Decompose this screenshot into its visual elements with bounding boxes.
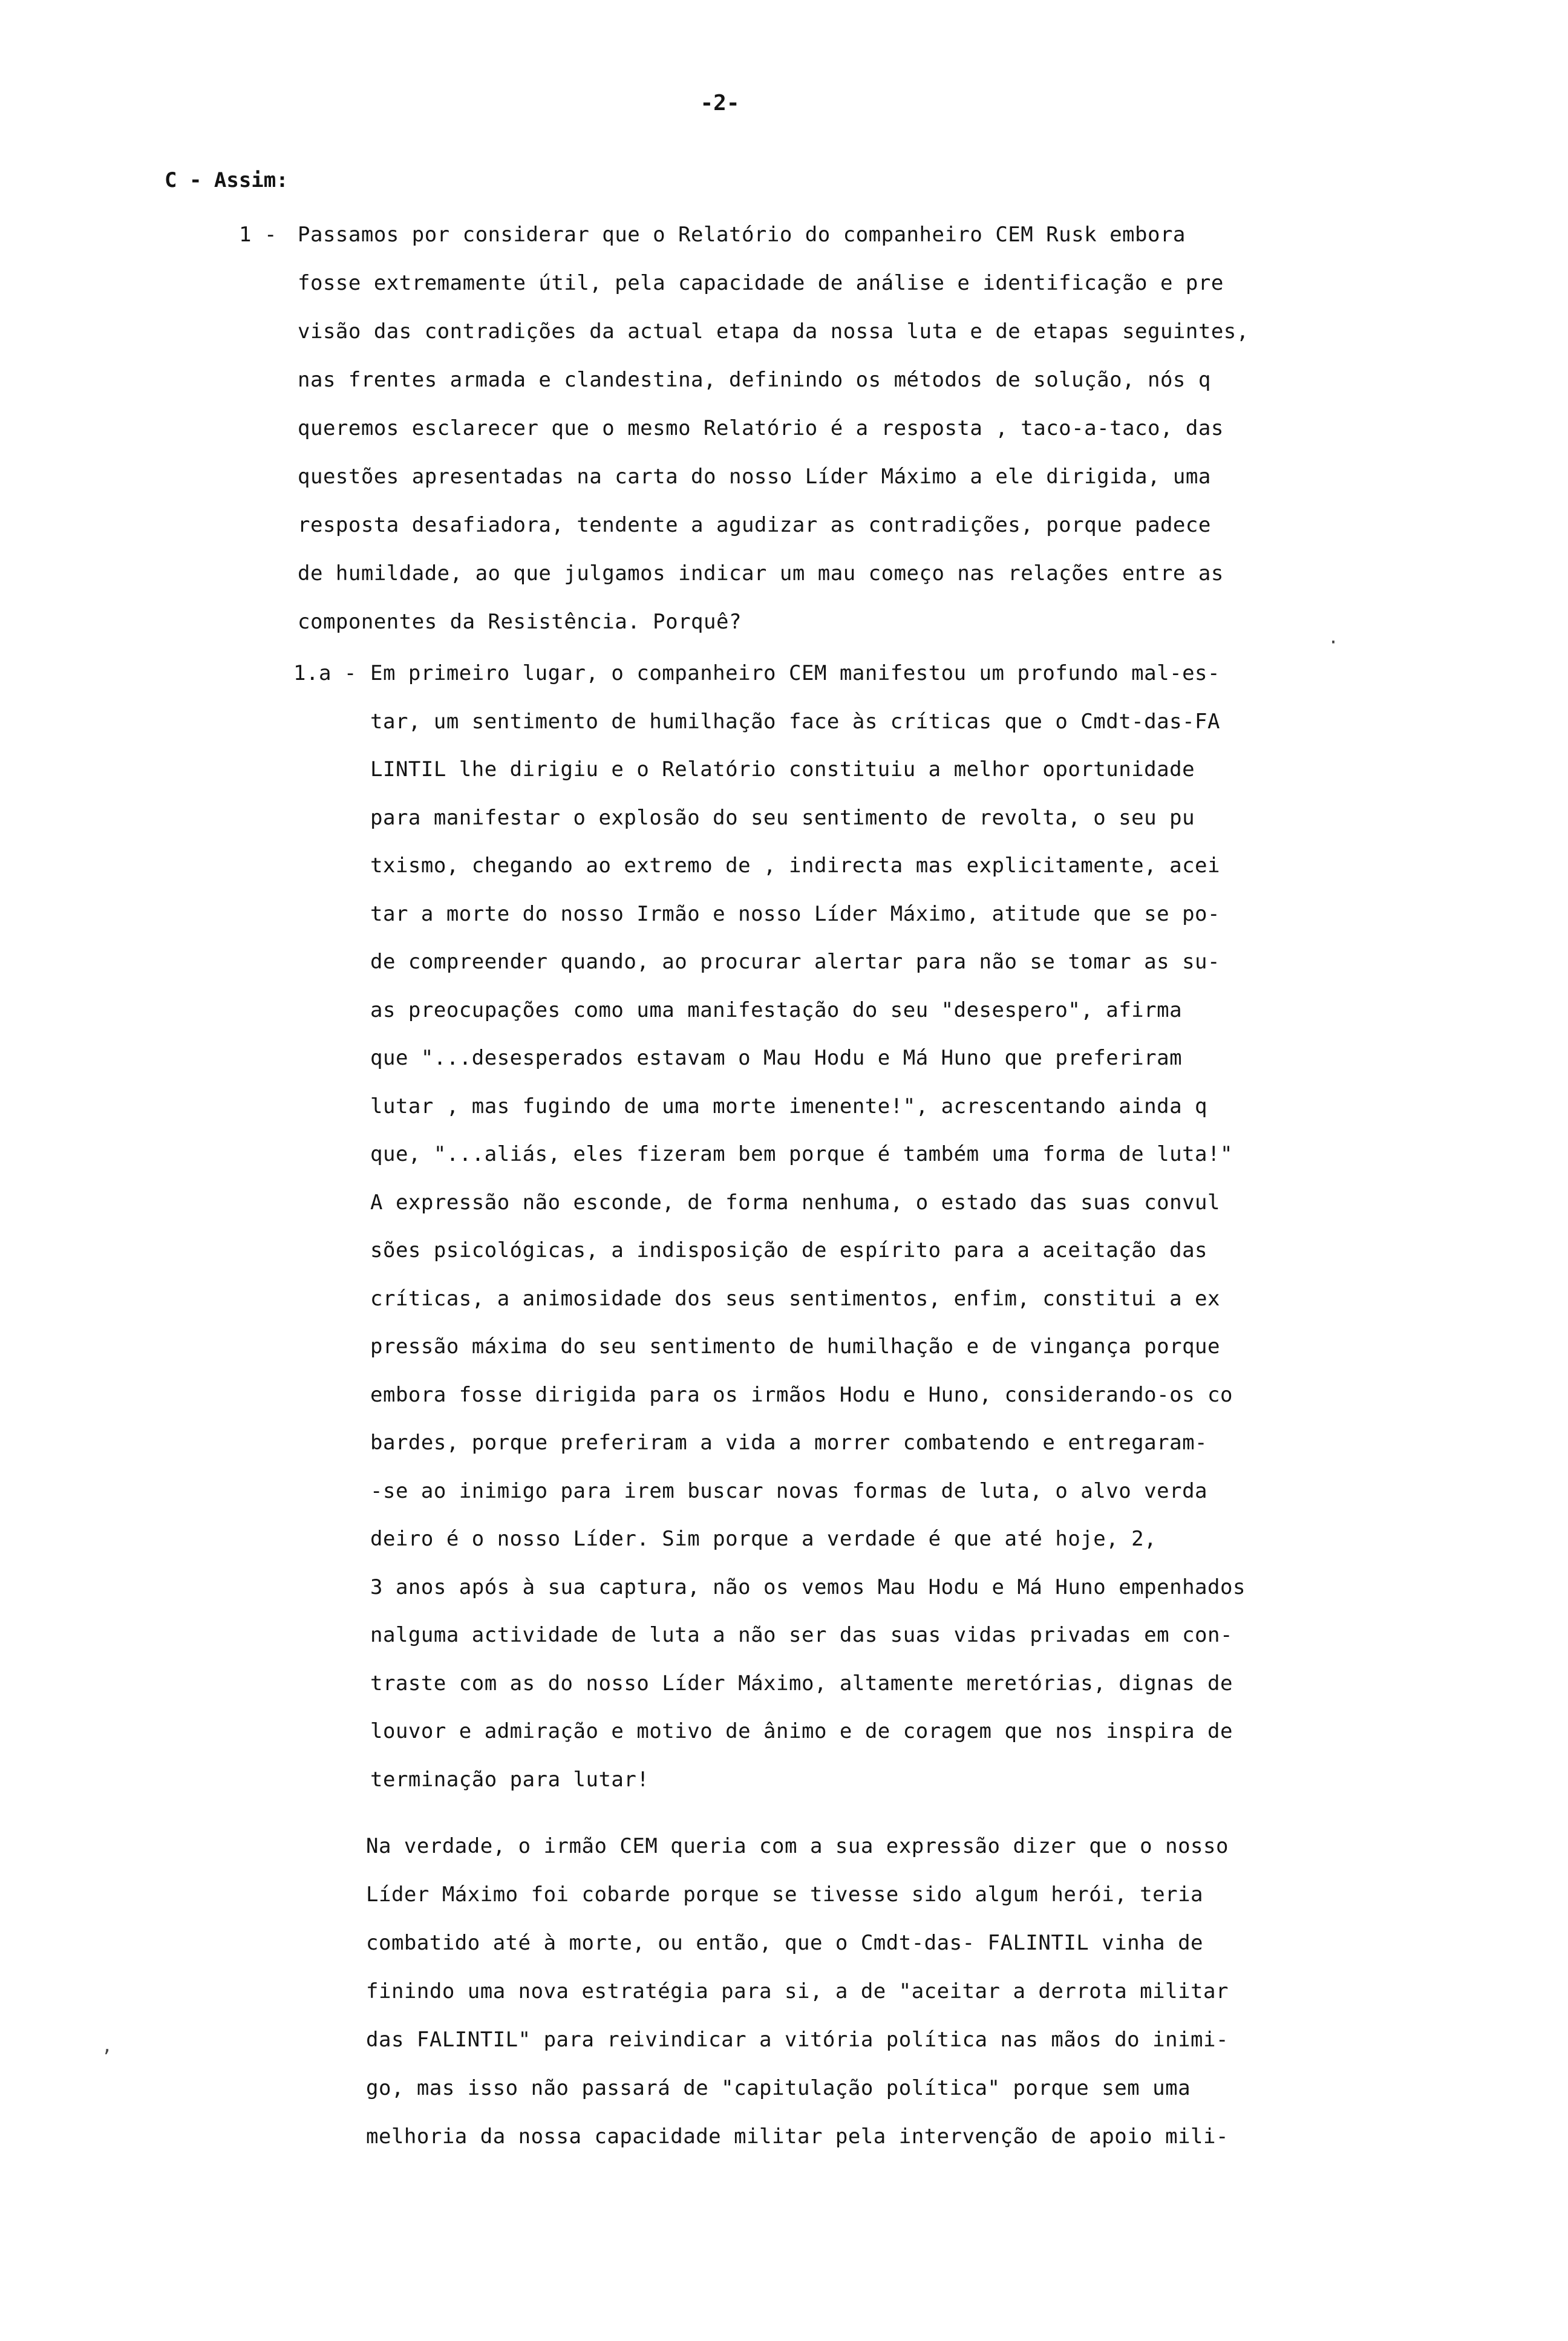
page-number: -2- (700, 91, 740, 116)
text-line: fosse extremamente útil, pela capacidade de análise e identificação e pre (298, 271, 1224, 295)
margin-mark: , (102, 2036, 113, 2057)
text-line: pressão máxima do seu sentimento de humilhação e de vingança porque (370, 1334, 1220, 1359)
text-line: melhoria da nossa capacidade militar pela intervenção de apoio mili- (366, 2124, 1229, 2149)
text-line: finindo uma nova estratégia para si, a de "aceitar a derrota militar (366, 1979, 1229, 2003)
text-line: louvor e admiração e motivo de ânimo e de coragem que nos inspira de (370, 1719, 1233, 1743)
text-line: embora fosse dirigida para os irmãos Hodu e Huno, considerando-os co (370, 1382, 1233, 1407)
section-heading: C - Assim: (165, 168, 289, 192)
item-1a-marker: 1.a - (293, 661, 357, 685)
text-line: Na verdade, o irmão CEM queria com a sua expressão dizer que o nosso (366, 1834, 1229, 1858)
text-line: que "...desesperados estavam o Mau Hodu e Má Huno que preferiram (370, 1046, 1183, 1070)
text-line: go, mas isso não passará de "capitulação política" porque sem uma (366, 2076, 1191, 2100)
text-line: visão das contradições da actual etapa da nossa luta e de etapas seguintes, (298, 319, 1249, 344)
text-line: Passamos por considerar que o Relatório do companheiro CEM Rusk embora (298, 223, 1186, 247)
text-line: nas frentes armada e clandestina, definindo os métodos de solução, nós q (298, 368, 1211, 392)
text-line: 3 anos após à sua captura, não os vemos Mau Hodu e Má Huno empenhados (370, 1575, 1246, 1599)
text-line: nalguma actividade de luta a não ser das suas vidas privadas em con- (370, 1623, 1233, 1647)
text-line: tar, um sentimento de humilhação face às críticas que o Cmdt-das-FA (370, 709, 1220, 734)
text-line: componentes da Resistência. Porquê? (298, 610, 742, 634)
text-line: traste com as do nosso Líder Máximo, altamente meretórias, dignas de (370, 1671, 1233, 1696)
text-line: Líder Máximo foi cobarde porque se tivesse sido algum herói, teria (366, 1882, 1204, 1907)
text-line: combatido até à morte, ou então, que o Cmdt-das- FALINTIL vinha de (366, 1931, 1204, 1955)
text-line: críticas, a animosidade dos seus sentimentos, enfim, constitui a ex (370, 1286, 1220, 1311)
text-line: de compreender quando, ao procurar alertar para não se tomar as su- (370, 950, 1220, 974)
text-line: -se ao inimigo para irem buscar novas formas de luta, o alvo verda (370, 1478, 1208, 1503)
text-line: que, "...aliás, eles fizeram bem porque é também uma forma de luta!" (370, 1142, 1233, 1166)
text-line: as preocupações como uma manifestação do seu "desespero", afirma (370, 997, 1183, 1022)
text-line: sões psicológicas, a indisposição de espírito para a aceitação das (370, 1238, 1208, 1262)
text-line: das FALINTIL" para reivindicar a vitória política nas mãos do inimi- (366, 2028, 1229, 2052)
text-line: Em primeiro lugar, o companheiro CEM manifestou um profundo mal-es- (370, 661, 1220, 685)
stray-mark: · (1328, 632, 1339, 653)
item-1-marker: 1 - (239, 223, 277, 247)
text-line: tar a morte do nosso Irmão e nosso Líder Máximo, atitude que se po- (370, 901, 1220, 926)
text-line: bardes, porque preferiram a vida a morrer combatendo e entregaram- (370, 1431, 1208, 1455)
text-line: para manifestar o explosão do seu sentimento de revolta, o seu pu (370, 805, 1195, 830)
text-line: lutar , mas fugindo de uma morte imenente!", acrescentando ainda q (370, 1094, 1208, 1118)
text-line: resposta desafiadora, tendente a agudizar as contradições, porque padece (298, 513, 1211, 537)
text-line: txismo, chegando ao extremo de , indirecta mas explicitamente, acei (370, 854, 1220, 878)
text-line: de humildade, ao que julgamos indicar um mau começo nas relações entre as (298, 561, 1224, 586)
text-line: questões apresentadas na carta do nosso Líder Máximo a ele dirigida, uma (298, 465, 1211, 489)
text-line: queremos esclarecer que o mesmo Relatório é a resposta , taco-a-taco, das (298, 416, 1224, 440)
text-line: terminação para lutar! (370, 1767, 650, 1792)
text-line: deiro é o nosso Líder. Sim porque a verdade é que até hoje, 2, (370, 1527, 1157, 1551)
text-line: LINTIL lhe dirigiu e o Relatório constituiu a melhor oportunidade (370, 757, 1195, 782)
text-line: A expressão não esconde, de forma nenhuma, o estado das suas convul (370, 1190, 1220, 1215)
